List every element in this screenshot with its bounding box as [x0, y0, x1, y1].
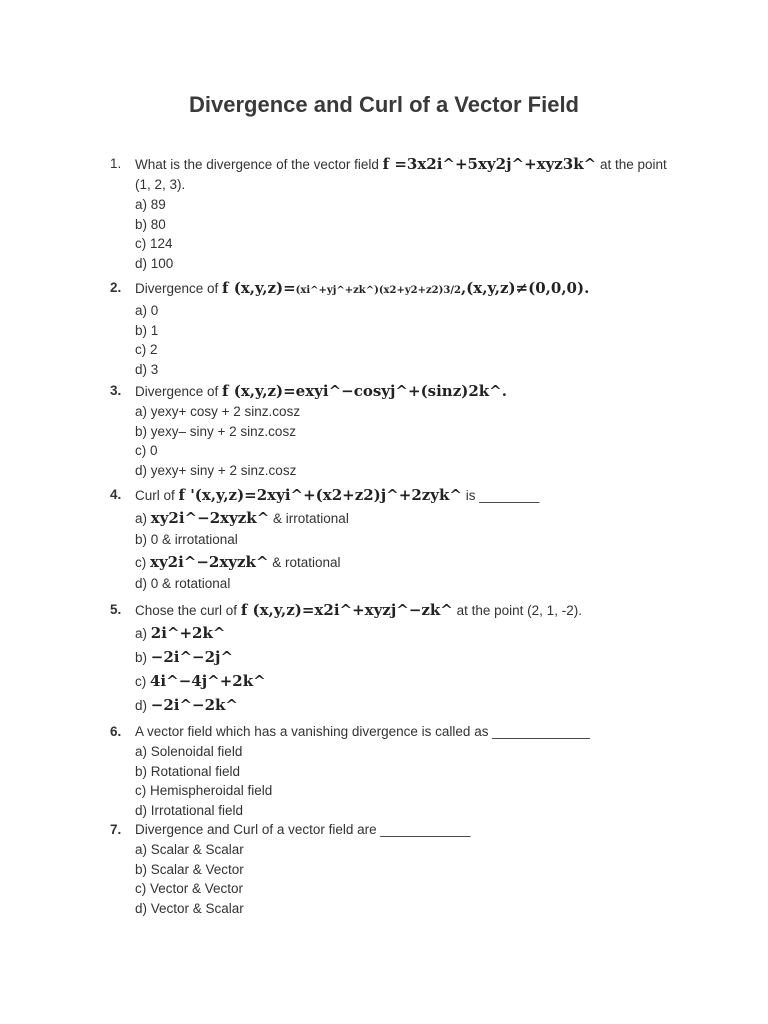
question-7 — [110, 820, 710, 919]
option-b: b) 0 & irrotational — [135, 532, 238, 547]
math-expression: −2i^−2k^ — [150, 696, 239, 714]
math-expression: −2i^−2j^ — [150, 648, 234, 666]
question-6 — [110, 722, 710, 821]
option-c: c) 4i^−4j^+2k^ — [135, 672, 266, 690]
math-expression: 2i^+2k^ — [150, 624, 226, 642]
math-domain: ,(x,y,z)≠(0,0,0). — [460, 279, 590, 297]
option-a: a) Scalar & Scalar — [135, 842, 244, 857]
options-list — [135, 402, 710, 481]
options-list — [135, 621, 710, 717]
math-expression: f (x,y,z)=x2i^+xyzj^−zk^ — [240, 601, 453, 619]
option-b: b) 80 — [135, 216, 166, 232]
math-expression: f =3x2i^+5xy2j^+xyz3k^ — [382, 155, 597, 173]
question-text: What is the divergence of the vector field f =3x2i^+5xy2j^+xyz3k^ at the point (1, 2, 3). — [135, 155, 667, 192]
question-number: 5. — [110, 602, 122, 617]
question-text: Chose the curl of f (x,y,z)=x2i^+xyzj^−zk^ at the point (2, 1, -2). — [135, 601, 582, 619]
math-expression: xy2i^−2xyzk^ — [150, 509, 270, 527]
option-a: a) Solenoidal field — [135, 744, 243, 759]
question-number: 2. — [110, 280, 122, 295]
option-c: c) 2 — [135, 342, 158, 358]
question-4 — [110, 485, 710, 593]
question-number: 1. — [110, 156, 122, 171]
option-a: a) 0 — [135, 303, 159, 318]
option-d: d) 0 & rotational — [135, 575, 231, 591]
options-list — [135, 742, 710, 821]
options-list — [135, 840, 710, 919]
math-expression: 4i^−4j^+2k^ — [150, 672, 266, 690]
option-a: a) xy2i^−2xyzk^ & irrotational — [135, 509, 349, 527]
question-2 — [110, 278, 710, 380]
question-number: 6. — [110, 724, 122, 739]
options-list — [135, 301, 710, 380]
question-3 — [110, 381, 710, 481]
math-expression: f (x,y,z)=exyi^−cosyj^+(sinz)2k^. — [222, 382, 507, 400]
question-text: Divergence and Curl of a vector field are ____________ — [135, 822, 471, 837]
option-c: c) xy2i^−2xyzk^ & rotational — [135, 552, 341, 571]
options-list — [135, 506, 710, 593]
option-b: b) Scalar & Vector — [135, 861, 244, 877]
option-c: c) 0 — [135, 443, 158, 459]
question-text: A vector field which has a vanishing divergence is called as _____________ — [135, 724, 590, 739]
option-d: d) Vector & Scalar — [135, 901, 244, 917]
option-d: d) Irrotational field — [135, 803, 244, 819]
question-text: Curl of f '(x,y,z)=2xyi^+(x2+z2)j^+2zyk^ is ________ — [135, 486, 540, 504]
option-c: c) 124 — [135, 236, 173, 252]
option-b: b) Rotational field — [135, 763, 241, 779]
option-a: a) yexy+ cosy + 2 sinz.cosz — [135, 404, 301, 419]
question-number: 3. — [110, 383, 122, 398]
math-expression: f (x,y,z)= — [222, 279, 296, 297]
option-c: c) Hemispheroidal field — [135, 783, 273, 799]
option-a: a) 2i^+2k^ — [135, 624, 226, 642]
option-c: c) Vector & Vector — [135, 881, 244, 897]
page-title: Divergence and Curl of a Vector Field — [189, 92, 579, 117]
question-number: 7. — [110, 822, 122, 837]
option-d: d) 3 — [135, 362, 159, 378]
math-expression: f '(x,y,z)=2xyi^+(x2+z2)j^+2zyk^ — [178, 486, 462, 504]
option-b: b) 1 — [135, 322, 159, 338]
option-a: a) 89 — [135, 197, 166, 212]
option-d: d) −2i^−2k^ — [135, 696, 239, 714]
option-b: b) yexy– siny + 2 sinz.cosz — [135, 423, 296, 439]
math-fraction: (xi^+yj^+zk^)(x2+y2+z2)3/2 — [295, 285, 461, 296]
question-number: 4. — [110, 487, 122, 502]
options-list — [135, 195, 710, 274]
option-d: d) 100 — [135, 256, 174, 272]
question-1 — [110, 154, 710, 274]
math-expression: xy2i^−2xyzk^ — [150, 552, 269, 571]
option-d: d) yexy+ siny + 2 sinz.cosz — [135, 463, 297, 479]
question-text: Divergence of f (x,y,z)=exyi^−cosyj^+(sinz)2k^. — [135, 382, 507, 400]
option-b: b) −2i^−2j^ — [135, 648, 234, 666]
question-5 — [110, 600, 710, 717]
question-text: Divergence of f (x,y,z)=(xi^+yj^+zk^)(x2+y2+z2)3/2,(x,y,z)≠(0,0,0). — [135, 279, 590, 297]
